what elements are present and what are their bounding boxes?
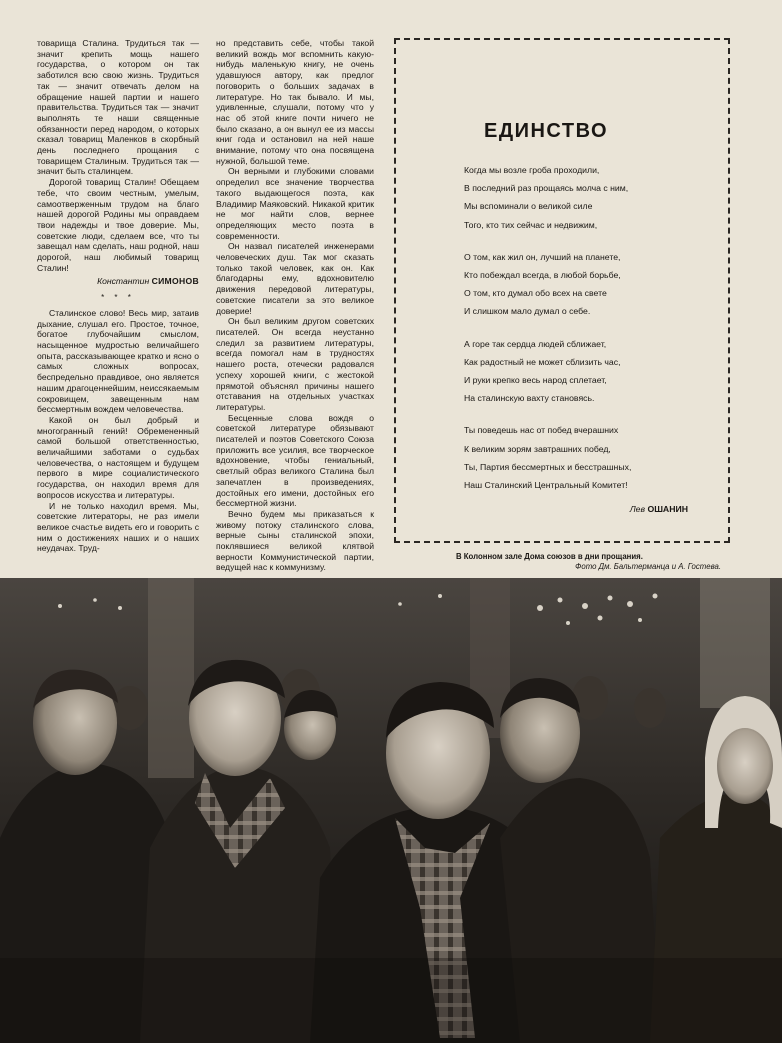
poem-line: Наш Сталинский Центральный Комитет! [464,480,628,491]
poem-line: Ты поведешь нас от побед вчерашних [464,425,619,436]
poem-author [464,504,704,514]
paragraph: Сталинское слово! Весь мир, затаив дыхание, слушал его. Простое, точное, богатое глубочайшим смыслом, насыщенное мудростью величайшего опыта, рассказывающее кратко и ясно о самых сложных вопросах, беспредельно правдивое, оно является нашим драгоценнейшим, неиссякаемым сокровищем, завещенным нам бессмертным вождем человечества. [37,307,199,415]
poem-line: А горе так сердца людей сближает, [464,338,607,349]
poem-line: Как радостный не может сблизить час, [464,356,621,367]
paragraph: товарища Сталина. Трудиться так — значит крепить мощь нашего государства, о котором он так заботился всю свою жизнь. Трудиться так — значит отвечать делом на обращение нашей партии и нашего правительства. Трудиться так — значит выполнять те наши священные обязанности перед народом, о которых сказал товарищ Маленков в скорбный день последнего прощания с товарищем Сталиным. Трудиться так — значит быть сталинцем. [37,38,199,177]
poem-line: О том, кто думал обо всех на свете [464,288,607,299]
poem-stanza [464,421,704,494]
poem-line: И руки крепко весь народ сплетает, [464,375,607,386]
author-first-name: Константин [97,276,150,287]
poem-line: Когда мы возле гроба проходили, [464,165,600,175]
paragraph: Вечно будем мы приказаться к живому потоку сталинского слова, верные сыны сталинской эпохи, поклявшиеся великой клятвой верности Коммунистической партии, ведущей нас к коммунизму. [216,508,374,573]
paragraph: Дорогой товарищ Сталин! Обещаем тебе, что своим честным, умелым, самоотверженным трудом на благо нашей дорогой Родины мы оправдаем твои надежды и твое доверие. Мы, советские люди, сделаем все, что ты завещал нам сделать, наш родной, наш дорогой, наш любимый товарищ Сталин! [37,177,199,273]
poem-title: ЕДИНСТВО [484,120,609,142]
author-last-name: ОШАНИН [647,504,688,515]
poem-line: Кто побеждал всегда, в любой борьбе, [464,270,621,281]
poem-line: В последний раз прощаясь молча с ним, [464,183,629,194]
paragraph: но представить себе, чтобы такой великий вождь мог вспомнить какую-нибудь маленькую книгу, не очень удавшуюся автору, как предлог поговорить о больших задачах в литературе. Но так бывало. И мы, удивленные, слушали, потому что у нас об этой книге почти ничего не было сказано, а он вынул ее из массы книг года и остановил на ней наше внимание, потому что она посвящена нужной, большой теме. [216,38,374,166]
crowd-photo-illustration [0,578,782,1043]
paragraph: Бесценные слова вождя о советской литературе обязывают писателей и поэтов Советского Союза приложить все усилия, все творческое вдохновение, чтобы гениальный, светлый образ великого Сталина был запечатлен в произведениях, достойных его имени, достойных его бессмертной жизни. [216,412,374,509]
paragraph: Он назвал писателей инженерами человеческих душ. Так мог сказать только такой человек, как он. Как благодарны ему, вдохновителю движения передовой литературы, советские писатели за это великое доверие! [216,241,374,316]
poem-stanza [464,161,704,234]
paragraph: Какой он был добрый и многогранный гений! Обремененный самой большой ответственностью, величайшими заботами о судьбах человечества, о настоящем и будущем первого в мире социалистического государства, он находил время для вопросов искусства и литературы. [37,414,199,500]
poem-line: К великим зорям завтрашних побед, [464,443,611,454]
poem-line: Мы вспоминали о великой силе [464,201,593,212]
paragraph: Он был великим другом советских писателей. Он всегда неустанно следил за развитием литературы, всегда помогал нам в трудностях нашего роста, отечески радовался успеху хорошей книги, с жестокой прямотой объяснял причины нашего отставания на отдельных участках литературы. [216,316,374,412]
paragraph: Он верными и глубокими словами определил все значение творчества такого выдающегося поэта, как Владимир Маяковский. Никакой критик не мог найти слов, вернее определяющих место поэта в современности. [216,166,374,241]
poem-stanza [464,335,704,408]
poem-line: Ты, Партия бессмертных и бесстрашных, [464,461,632,472]
poem-line: Того, кто тих сейчас и недвижим, [464,219,598,230]
poem-stanza [464,248,704,321]
author-first-name: Лев [629,504,646,515]
poem-line: О том, как жил он, лучший на планете, [464,251,621,262]
photo-caption [456,552,721,572]
photo-credit: Фото Дм. Бальтерманца и А. Гостева. [575,562,721,571]
author-signature-simonov [37,276,199,287]
poem-box [394,38,730,543]
caption-text: В Колонном зале Дома союзов в дни прощания. [456,552,643,561]
section-separator: * * * [101,293,135,303]
author-last-name: СИМОНОВ [151,276,199,287]
crowd-photo [0,578,782,1043]
paragraph: И не только находил время. Мы, советские литераторы, не раз имели великое счастье видеть его и говорить с ним о достижениях наших и о наших неудачах. Труд- [37,500,199,554]
text-column-1 [37,38,199,554]
text-column-2 [216,38,374,594]
poem-line: И слишком мало думал о себе. [464,306,591,317]
poem-line: На сталинскую вахту становясь. [464,393,595,404]
